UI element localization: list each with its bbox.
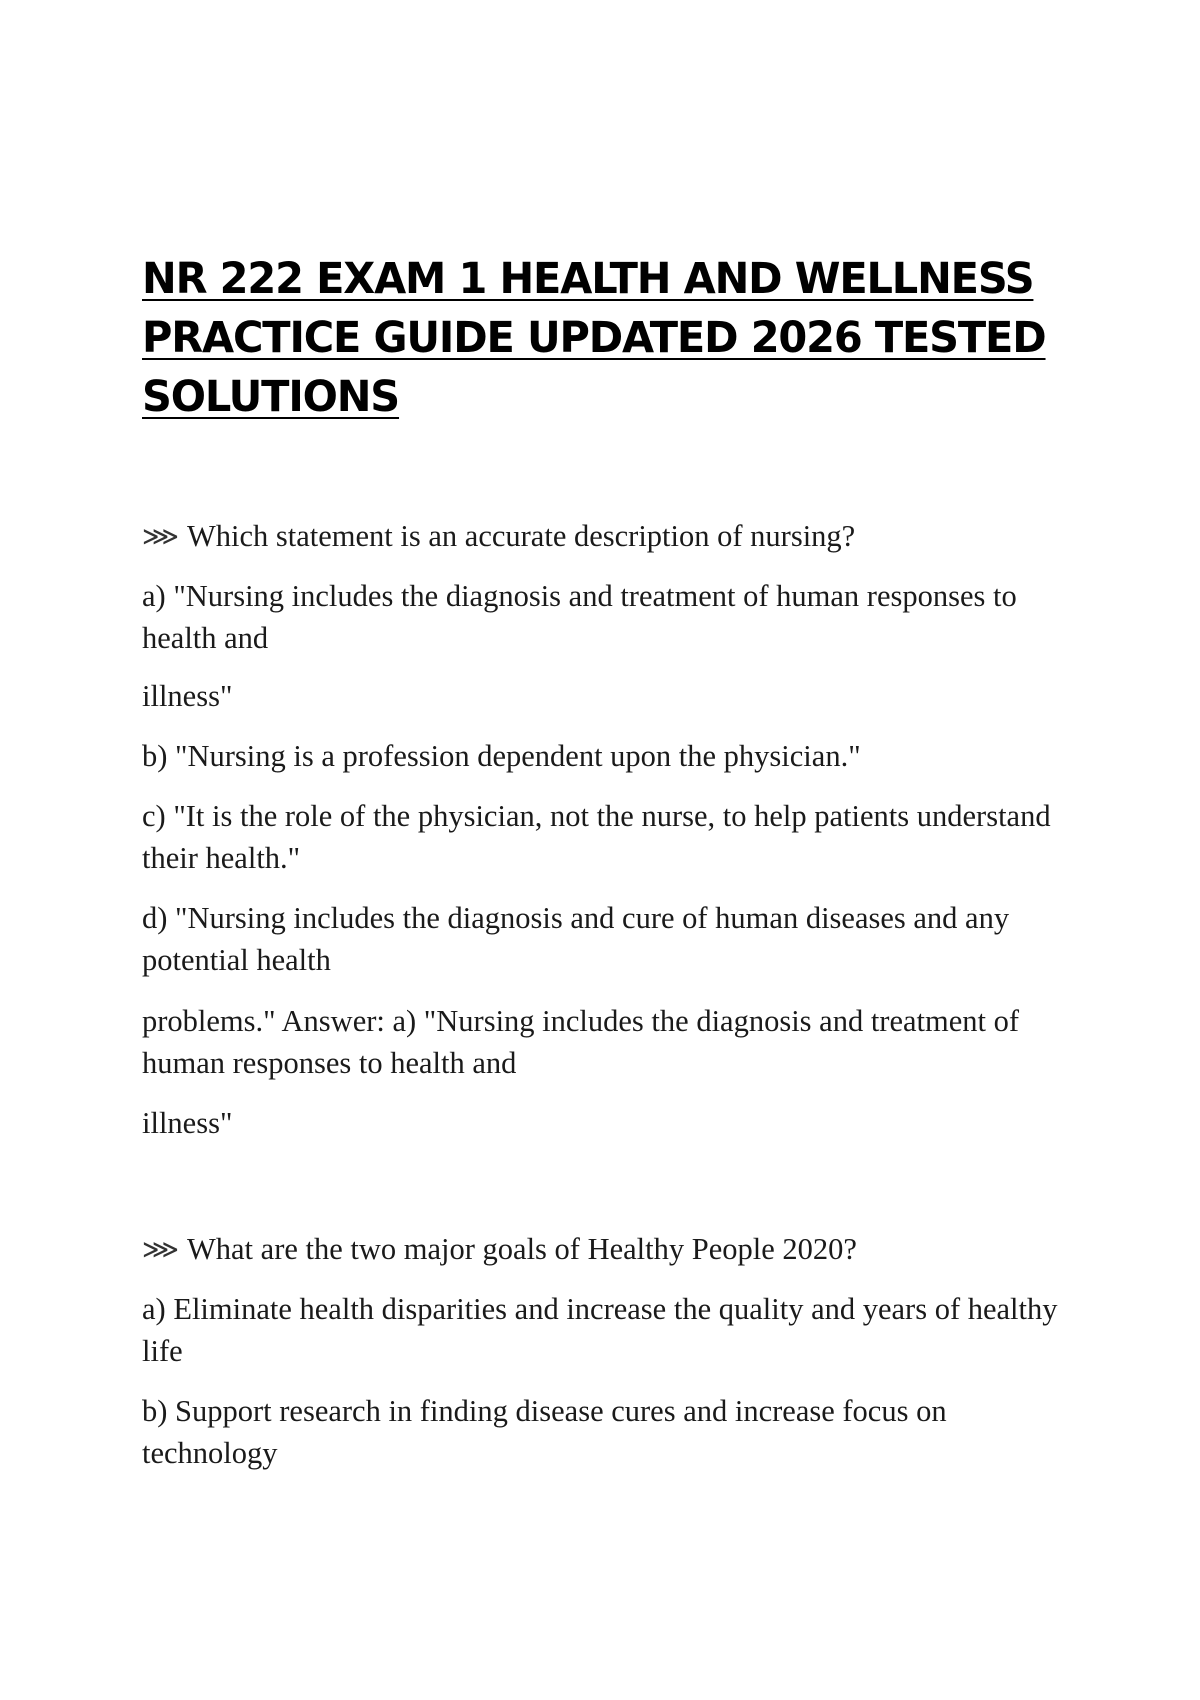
question-1-answer: problems." Answer: a) "Nursing includes the diagnosis and treatment of human responses to health and [142,1004,1020,1080]
document-title-text: NR 222 EXAM 1 HEALTH AND WELLNESS PRACTICE GUIDE UPDATED 2026 TESTED SOLUTIONS [142,254,1046,422]
question-1 [142,515,1072,558]
question-2-option-b: b) Support research in finding disease cures and increase focus on technology [142,1394,947,1470]
question-1-option-b: b) "Nursing is a profession dependent upon the physician." [142,739,861,773]
arrow-bullet-icon: ⋙ [142,1235,179,1265]
document-title [142,250,1049,427]
question-1-option-a: a) "Nursing includes the diagnosis and treatment of human responses to health and [142,579,1017,655]
question-1-text: Which statement is an accurate description of nursing? [186,519,856,553]
question-1-answer-cont: illness" [142,1106,233,1140]
question-1-option-d: d) "Nursing includes the diagnosis and cure of human diseases and any potential health [142,901,1010,977]
question-2 [142,1228,1072,1271]
question-2-option-a: a) Eliminate health disparities and increase the quality and years of healthy life [142,1292,1058,1368]
question-2-text: What are the two major goals of Healthy People 2020? [186,1232,857,1266]
question-1-option-a-cont: illness" [142,679,233,713]
question-1-option-c: c) "It is the role of the physician, not the nurse, to help patients understand their health." [142,799,1051,875]
arrow-bullet-icon: ⋙ [142,522,179,552]
